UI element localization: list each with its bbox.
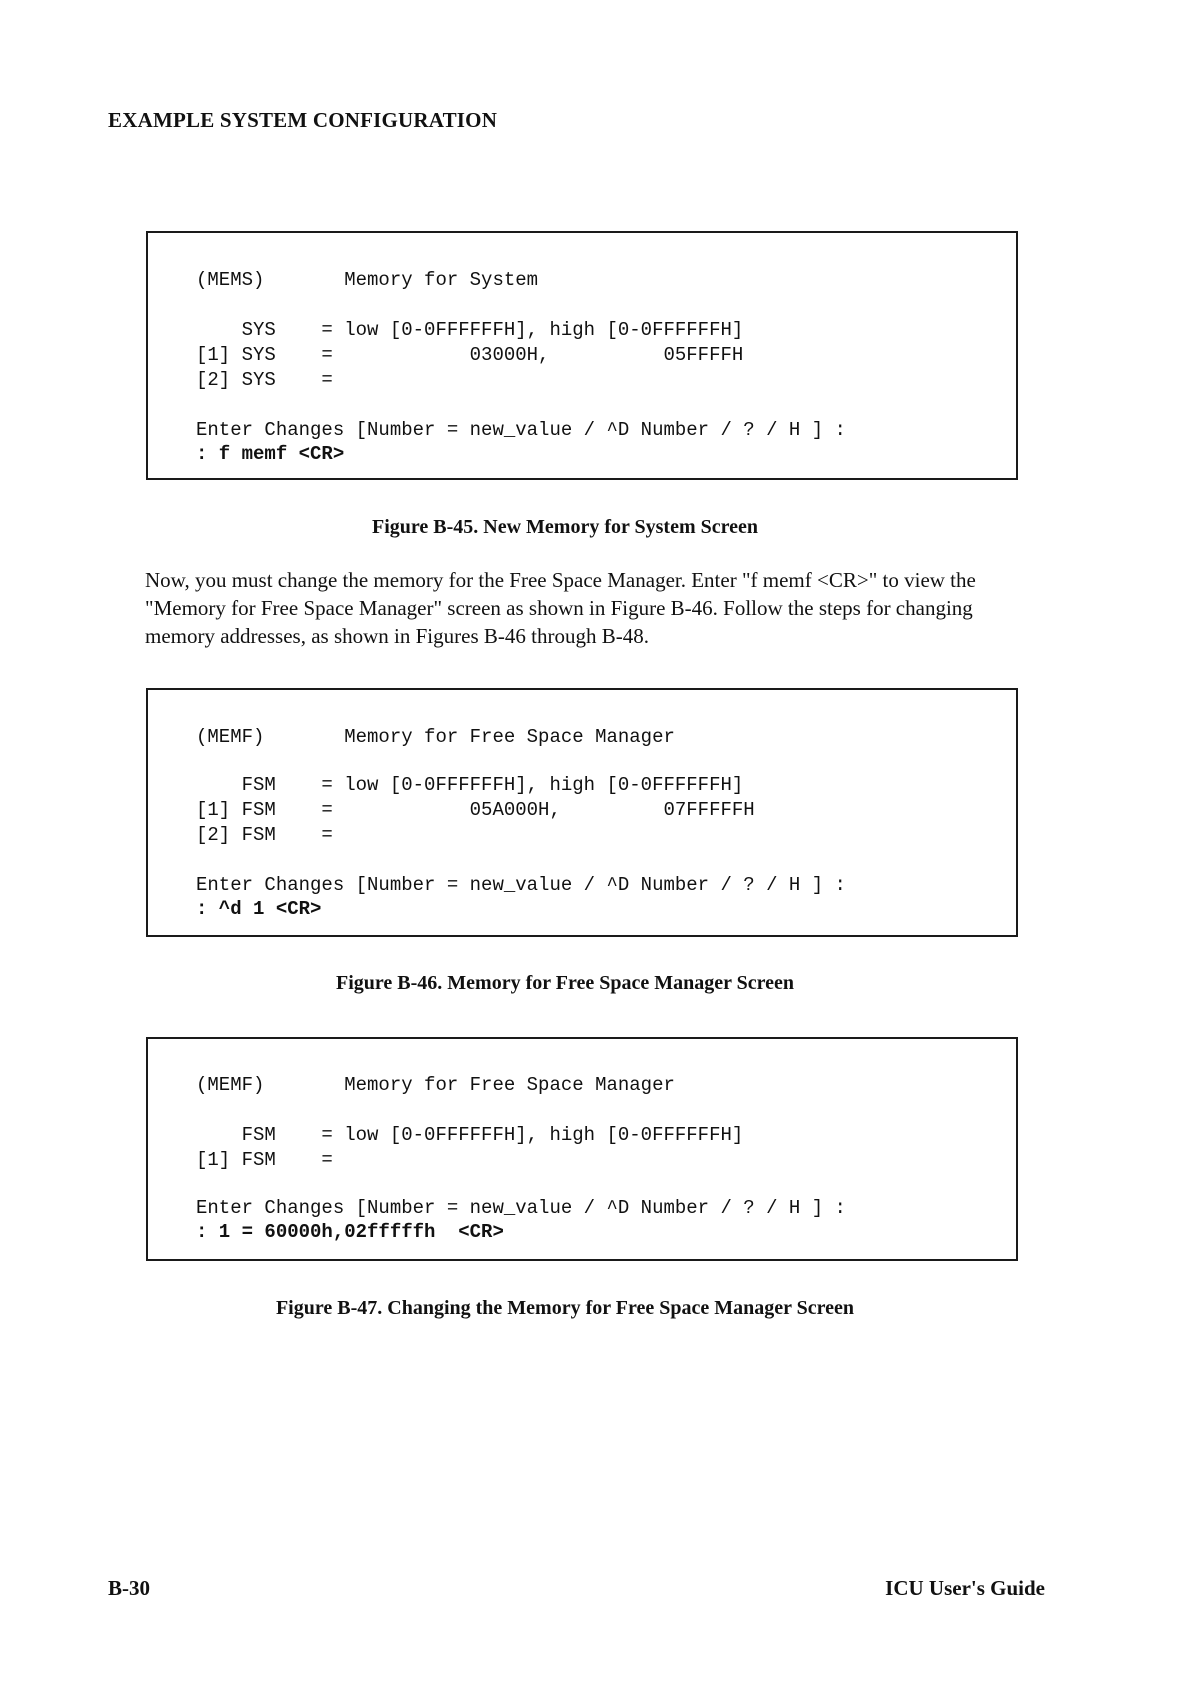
screen-column-header: SYS = low [0-0FFFFFFH], high [0-0FFFFFFH]: [196, 319, 744, 341]
screen-input: : ^d 1 <CR>: [196, 898, 322, 920]
body-paragraph: Now, you must change the memory for the Free Space Manager. Enter "f memf <CR>" to view the "Memory for Free Space Manager" screen as shown in Figure B-46. Follow the steps for changing memory addresses, as shown in Figures B-46 through B-48.: [145, 568, 976, 648]
screen-row: [1] FSM = 05A000H, 07FFFFFH: [196, 799, 755, 821]
figure-b45-caption: Figure B-45. New Memory for System Screen: [371, 516, 758, 538]
figure-b46-caption: Figure B-46. Memory for Free Space Manager Screen: [335, 972, 795, 994]
page-number: B-30: [108, 1576, 150, 1600]
screen-input: : f memf <CR>: [196, 443, 345, 465]
screen-prompt: Enter Changes [Number = new_value / ^D Number / ? / H ] :: [196, 419, 846, 441]
figure-b46-screen: [146, 688, 1018, 937]
page-header: EXAMPLE SYSTEM CONFIGURATION: [108, 108, 498, 132]
screen-title: (MEMF) Memory for Free Space Manager: [196, 1074, 675, 1096]
screen-title: (MEMF) Memory for Free Space Manager: [196, 726, 675, 748]
screen-row: [1] FSM =: [196, 1149, 333, 1171]
screen-prompt: Enter Changes [Number = new_value / ^D Number / ? / H ] :: [196, 874, 846, 896]
screen-prompt: Enter Changes [Number = new_value / ^D Number / ? / H ] :: [196, 1197, 846, 1219]
figure-b47-screen: [146, 1037, 1018, 1261]
document-title: ICU User's Guide: [885, 1576, 1045, 1600]
screen-column-header: FSM = low [0-0FFFFFFH], high [0-0FFFFFFH]: [196, 774, 744, 796]
screen-row: [2] FSM =: [196, 824, 333, 846]
screen-input: : 1 = 60000h,02fffffh <CR>: [196, 1221, 504, 1243]
screen-title: (MEMS) Memory for System: [196, 269, 539, 291]
screen-row: [1] SYS = 03000H, 05FFFFH: [196, 344, 744, 366]
screen-column-header: FSM = low [0-0FFFFFFH], high [0-0FFFFFFH]: [196, 1124, 744, 1146]
figure-b47-caption: Figure B-47. Changing the Memory for Free Space Manager Screen: [275, 1297, 855, 1319]
screen-row: [2] SYS =: [196, 369, 333, 391]
figure-b45-screen: [146, 231, 1018, 480]
